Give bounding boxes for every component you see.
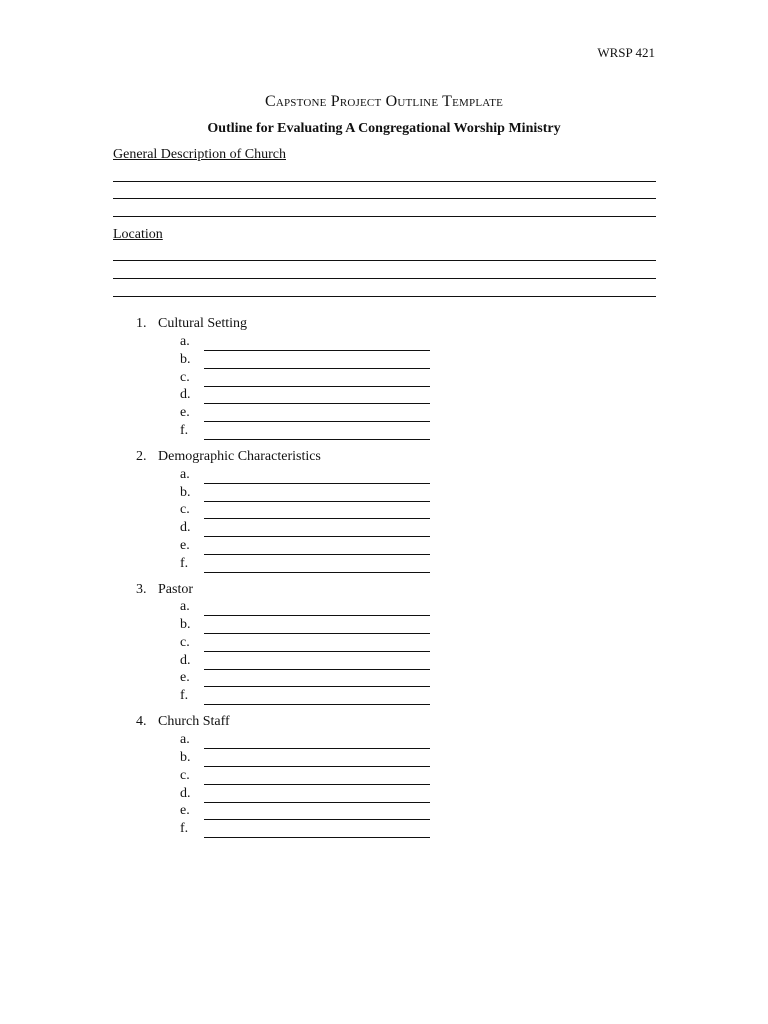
item-answer-line[interactable] [204,439,430,440]
item-answer-line[interactable] [204,386,430,387]
item-letter: a. [180,599,190,614]
item-letter: c. [180,370,190,385]
general-description-line[interactable] [113,216,656,217]
item-letter: e. [180,670,190,685]
item-letter: d. [180,520,191,535]
item-answer-line[interactable] [204,615,430,616]
location-line[interactable] [113,260,656,261]
location-label: Location [113,227,163,242]
item-answer-line[interactable] [204,633,430,634]
section-title-pastor: Pastor [158,582,193,597]
item-answer-line[interactable] [204,837,430,838]
item-answer-line[interactable] [204,669,430,670]
item-answer-line[interactable] [204,686,430,687]
section-title-cultural-setting: Cultural Setting [158,316,248,331]
item-answer-line[interactable] [204,784,430,785]
item-letter: b. [180,617,191,632]
location-line[interactable] [113,296,656,297]
section-number: 1. [136,316,147,331]
item-answer-line[interactable] [204,819,430,820]
document-title: Capstone Project Outline Template [264,93,504,110]
general-description-label: General Description of Church [113,147,286,162]
item-letter: e. [180,538,190,553]
item-letter: f. [180,821,189,836]
general-description-line[interactable] [113,181,656,182]
item-answer-line[interactable] [204,536,430,537]
item-letter: a. [180,732,190,747]
item-answer-line[interactable] [204,704,430,705]
item-letter: e. [180,405,190,420]
item-letter: c. [180,635,190,650]
location-line[interactable] [113,278,656,279]
item-letter: f. [180,423,189,438]
item-answer-line[interactable] [204,651,430,652]
item-answer-line[interactable] [204,766,430,767]
item-answer-line[interactable] [204,368,430,369]
item-letter: d. [180,786,191,801]
section-title-demographic-characteristics: Demographic Characteristics [158,449,321,464]
item-answer-line[interactable] [204,748,430,749]
item-answer-line[interactable] [204,518,430,519]
item-letter: b. [180,485,191,500]
section-number: 2. [136,449,147,464]
item-answer-line[interactable] [204,350,430,351]
item-letter: f. [180,688,189,703]
item-letter: c. [180,502,190,517]
item-letter: f. [180,556,189,571]
item-answer-line[interactable] [204,403,430,404]
item-answer-line[interactable] [204,501,430,502]
section-number: 3. [136,582,147,597]
course-code: WRSP 421 [597,45,655,60]
item-answer-line[interactable] [204,554,430,555]
item-letter: a. [180,334,190,349]
general-description-line[interactable] [113,198,656,199]
item-letter: b. [180,352,191,367]
item-letter: e. [180,803,190,818]
document-subtitle: Outline for Evaluating A Congregational Worship Ministry [207,121,561,136]
section-title-church-staff: Church Staff [158,714,230,729]
item-letter: d. [180,387,191,402]
item-letter: b. [180,750,191,765]
section-number: 4. [136,714,147,729]
item-letter: c. [180,768,190,783]
item-answer-line[interactable] [204,483,430,484]
item-answer-line[interactable] [204,802,430,803]
item-answer-line[interactable] [204,572,430,573]
item-answer-line[interactable] [204,421,430,422]
item-letter: a. [180,467,190,482]
item-letter: d. [180,653,191,668]
